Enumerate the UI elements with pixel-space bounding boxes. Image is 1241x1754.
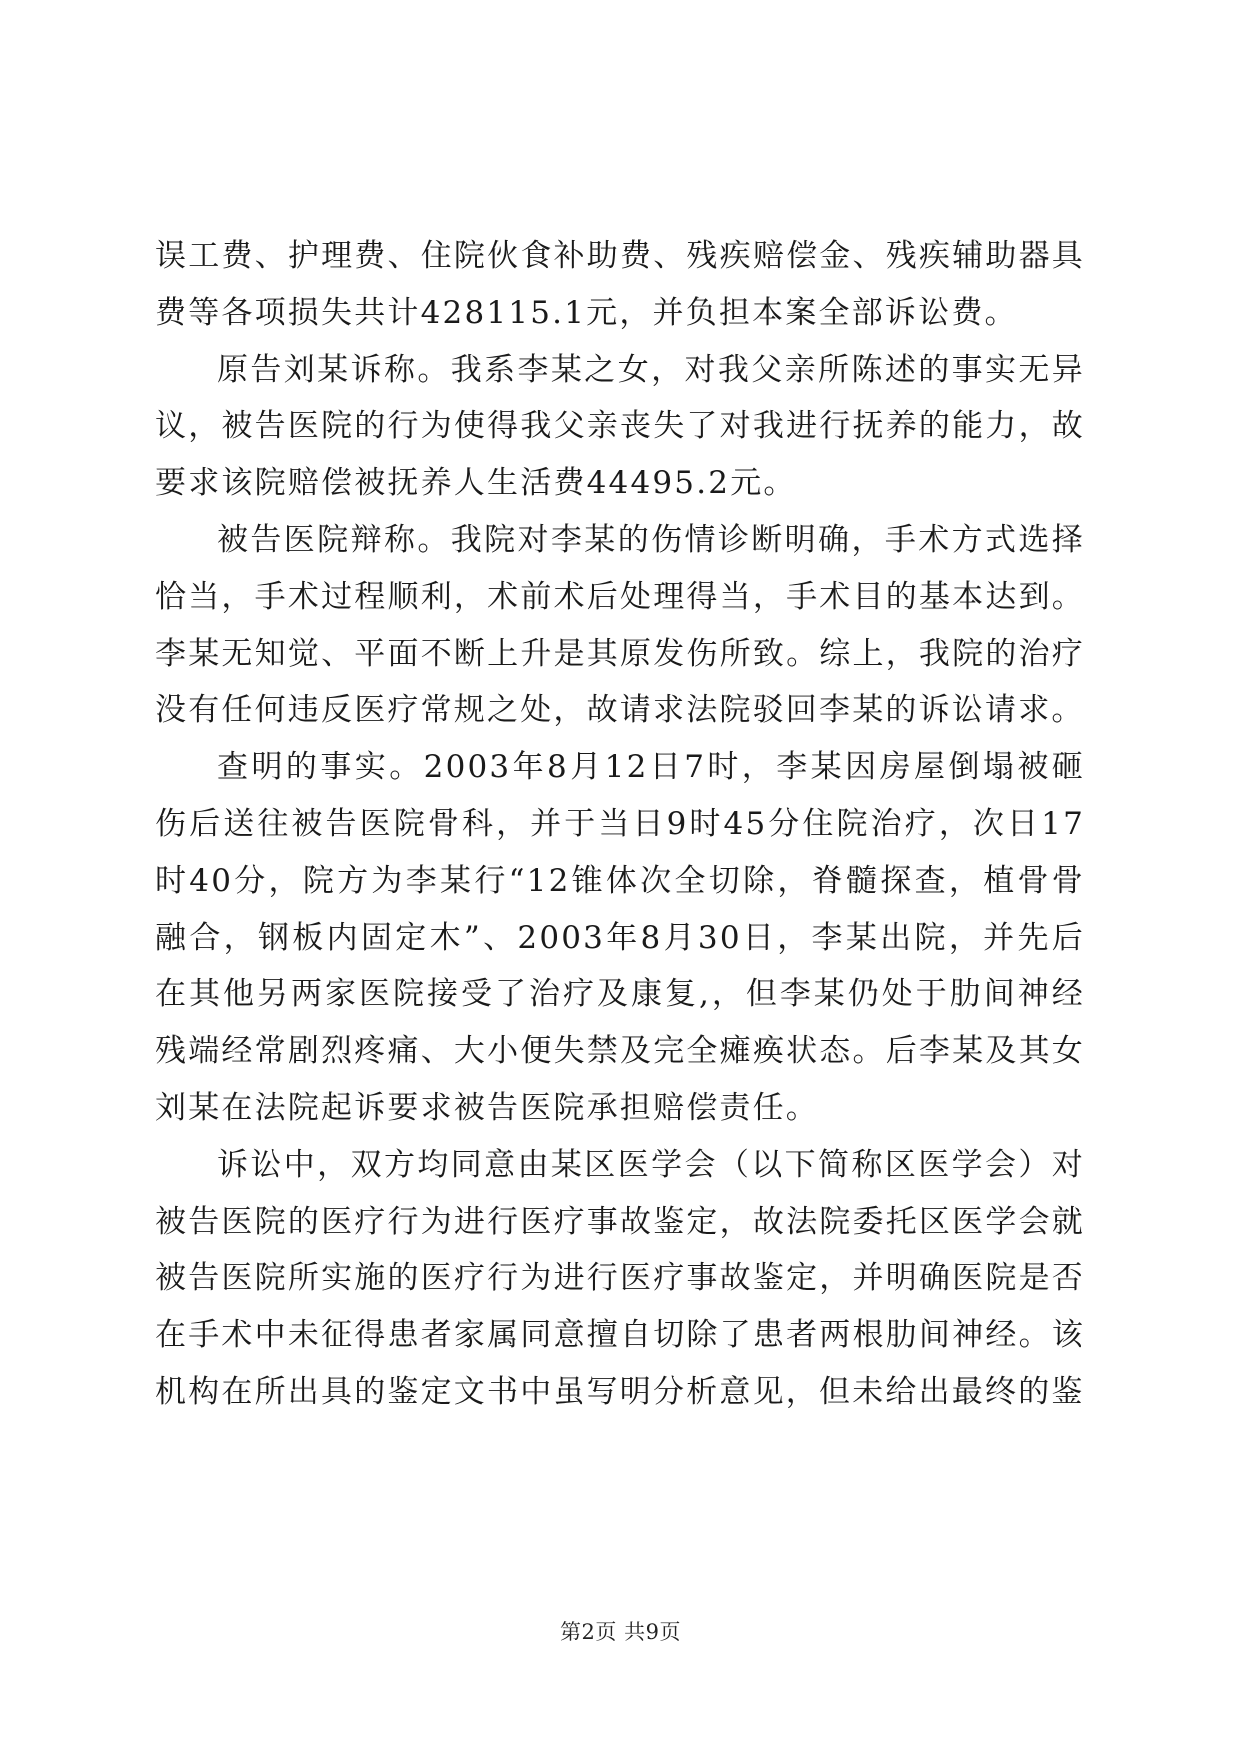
paragraph-plaintiff-daughter: 原告刘某诉称。我系李某之女，对我父亲所陈述的事实无异议，被告医院的行为使得我父亲丧失了对我进行抚养的能力，故要求该院赔偿被抚养人生活费44495.2元。: [155, 351, 1085, 502]
paragraph-defendant-defense: 被告医院辩称。我院对李某的伤情诊断明确，手术方式选择恰当，手术过程顺利，术前术后处理得当，手术目的基本达到。李某无知觉、平面不断上升是其原发伤所致。综上，我院的治疗没有任何违反医疗常规之处，故请求法院驳回李某的诉讼请求。: [155, 521, 1085, 729]
paragraph-continued: 误工费、护理费、住院伙食补助费、残疾赔偿金、残疾辅助器具费等各项损失共计428115.1元，并负担本案全部诉讼费。: [155, 238, 1085, 331]
document-body: [155, 228, 1085, 1421]
paragraph-facts-found: 查明的事实。2003年8月12日7时，李某因房屋倒塌被砸伤后送往被告医院骨科，并于当日9时45分住院治疗，次日17时40分，院方为李某行“12锥体次全切除，脊髓探查，植骨骨融合，钢板内固定木”、2003年8月30日，李某出院，并先后在其他另两家医院接受了治疗及康复,，但李某仍处于肋间神经残端经常剧烈疼痛、大小便失禁及完全瘫痪状态。后李某及其女刘某在法院起诉要求被告医院承担赔偿责任。: [155, 749, 1085, 1126]
page-footer: 第2页 共9页: [560, 1620, 681, 1644]
paragraph-litigation: 诉讼中，双方均同意由某区医学会（以下简称区医学会）对被告医院的医疗行为进行医疗事故鉴定，故法院委托区医学会就被告医院所实施的医疗行为进行医疗事故鉴定，并明确医院是否在手术中未征得患者家属同意擅自切除了患者两根肋间神经。该机构在所出具的鉴定文书中虽写明分析意见，但未给出最终的鉴: [155, 1146, 1085, 1410]
